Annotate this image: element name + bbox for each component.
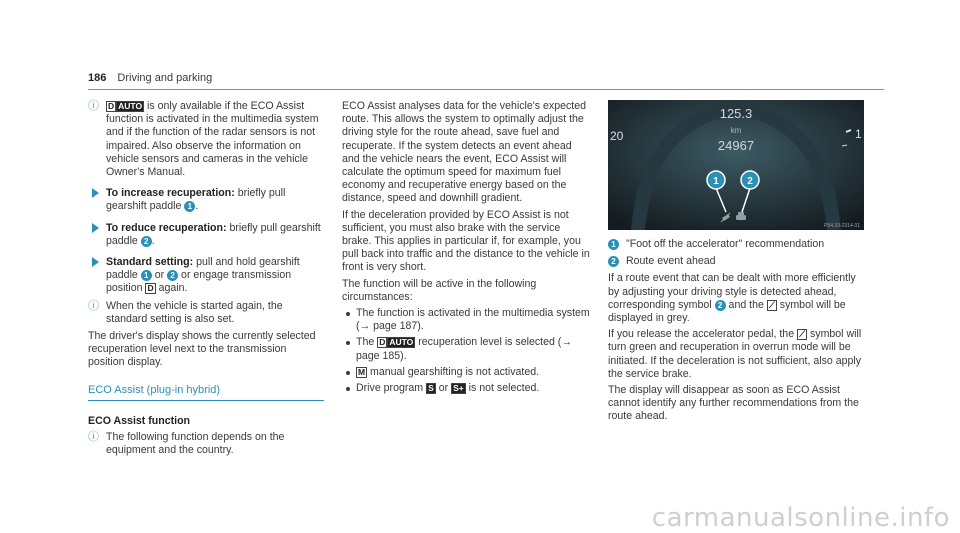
distance-unit: km — [730, 126, 742, 135]
header-divider — [88, 89, 884, 90]
step-arrow-icon — [92, 188, 99, 198]
figure-callout-1: 1 — [713, 176, 719, 187]
foot-off-accelerator-icon: ⟋ — [799, 329, 806, 340]
paragraph-circumstances: The function will be active in the following circumstances: — [342, 277, 537, 303]
step-text-or: or — [154, 269, 165, 282]
paragraph-release-accelerator — [608, 328, 866, 381]
list-item-text: The — [356, 336, 375, 349]
chapter-title: Driving and parking — [117, 72, 213, 84]
list-item — [342, 382, 592, 395]
paragraph-display-disappear: The display will disappear as soon as ECO Assist cannot identify any further recommendations from the route ahead. — [608, 384, 859, 423]
step-standard-setting — [88, 256, 324, 296]
callout-2: 2 — [167, 270, 178, 281]
page-header — [88, 72, 212, 85]
paragraph-text: symbol will be displayed in grey. — [608, 298, 846, 325]
paragraph-eco-analysis: ECO Assist analyses data for the vehicle's expected route. This allows the system to optimally adjust the driving style for the route ahead, save fuel and recuperate. If the system detects an event ahead and the vehicle nears the event, ECO Assist will calculate the optimum speed for maximum fuel economy and recuperative energy based on the distance, speed and downhill gradient. — [342, 100, 587, 205]
transmission-d-key: D — [379, 337, 386, 348]
instrument-cluster-image — [608, 100, 864, 230]
paragraph-display: The driver's display shows the currently selected recuperation level next to the transmission position display. — [88, 330, 316, 369]
step-text: briefly pull gearshift paddle — [106, 187, 286, 213]
callout-1: 1 — [141, 270, 152, 281]
manual-mode-key: M — [358, 366, 366, 377]
column-1 — [88, 100, 324, 461]
step-arrow-icon — [92, 257, 99, 267]
auto-key: AUTO — [118, 101, 143, 111]
paragraph-text: If a route event that can be dealt with more efficiently by adjusting your driving style is detected ahead, corresponding symbol — [608, 272, 856, 311]
subsection-title: ECO Assist function — [88, 414, 191, 427]
callout-2: 2 — [141, 236, 152, 247]
step-title: To increase recuperation: — [106, 187, 235, 200]
step-text: briefly pull gearshift paddle — [106, 221, 321, 247]
step-end: . — [151, 234, 155, 247]
column-2 — [342, 100, 592, 398]
list-item — [342, 336, 592, 362]
legend-item-2 — [608, 255, 866, 268]
list-item-text-or: or — [438, 382, 449, 395]
step-increase-recuperation — [88, 187, 324, 213]
step-text: or engage transmission position — [106, 269, 292, 295]
note-text: is only available if the ECO Assist function is activated in the multimedia system and if the function of the radar sensors is not impaired. Also observe the information on vehicle sensors and cameras in the vehicle Owner's Manual. — [106, 100, 319, 179]
step-text: again. — [158, 282, 188, 295]
paragraph-text: If you release the accelerator pedal, the — [608, 328, 795, 341]
info-icon: ⓘ — [88, 431, 99, 444]
paragraph-text: symbol will turn green and recuperation in overrun mode will be initiated. If the deceleration is not sufficient, also apply the service brake. — [608, 328, 862, 380]
instrument-cluster-figure — [608, 100, 864, 230]
conditions-list — [342, 307, 592, 395]
transmission-d-key: D — [108, 101, 115, 111]
callout-1: 1 — [184, 201, 195, 212]
watermark: carmanualsonline.info — [651, 502, 950, 533]
list-item-text: Drive program — [356, 382, 424, 395]
paragraph-route-event — [608, 272, 866, 325]
auto-key: AUTO — [389, 337, 414, 348]
step-end: . — [195, 200, 199, 213]
page-number: 186 — [88, 72, 107, 84]
transmission-d-key: D — [147, 283, 154, 294]
gauge-tick-label: 20 — [610, 129, 624, 143]
list-item-text: manual gearshifting is not activated. — [370, 365, 540, 378]
list-item — [342, 366, 592, 379]
foot-off-accelerator-icon: ⟋ — [768, 299, 775, 310]
note-text: When the vehicle is started again, the standard setting is also set. — [106, 299, 283, 325]
paragraph-text: and the — [728, 298, 764, 311]
figure-id: P54.33-2314-31 — [824, 223, 860, 229]
figure-callout-2: 2 — [747, 176, 753, 187]
legend-item-1 — [608, 238, 866, 251]
note-equipment — [88, 431, 324, 457]
callout-2: 2 — [608, 256, 619, 267]
sport-plus-program-key: S+ — [453, 383, 464, 394]
note-text: The following function depends on the equipment and the country. — [106, 431, 285, 457]
odometer-value: 24967 — [717, 138, 755, 153]
step-title: To reduce recuperation: — [106, 221, 227, 234]
list-item-text: The function is activated in the multimedia system (→ page 187). — [356, 307, 590, 333]
callout-2: 2 — [715, 300, 726, 311]
note-restart — [88, 300, 324, 326]
legend-text: "Foot off the accelerator" recommendation — [626, 238, 825, 250]
sport-program-key: S — [428, 383, 434, 394]
list-item-text: is not selected. — [468, 382, 540, 395]
column-3 — [608, 100, 866, 427]
info-icon: ⓘ — [88, 100, 99, 112]
step-reduce-recuperation — [88, 222, 324, 248]
paragraph-deceleration: If the deceleration provided by ECO Assist is not sufficient, you must also brake with the service brake. This applies in particular if, for example, you pull back into traffic and the distance to the vehicle in front is very short. — [342, 208, 590, 274]
step-text: pull and hold gearshift paddle — [106, 256, 300, 282]
list-item-text: recuperation level is selected (→ page 185). — [356, 336, 572, 362]
list-item — [342, 307, 592, 333]
step-arrow-icon — [92, 223, 99, 233]
step-title: Standard setting: — [106, 256, 194, 269]
section-title-eco-assist: ECO Assist (plug-in hybrid) — [88, 384, 324, 401]
callout-1: 1 — [608, 239, 619, 250]
svg-text:1: 1 — [855, 127, 862, 141]
legend-text: Route event ahead — [626, 255, 716, 268]
note-eco-availability — [88, 100, 324, 179]
trip-value: 125.3 — [719, 106, 753, 121]
info-icon: ⓘ — [88, 299, 99, 312]
